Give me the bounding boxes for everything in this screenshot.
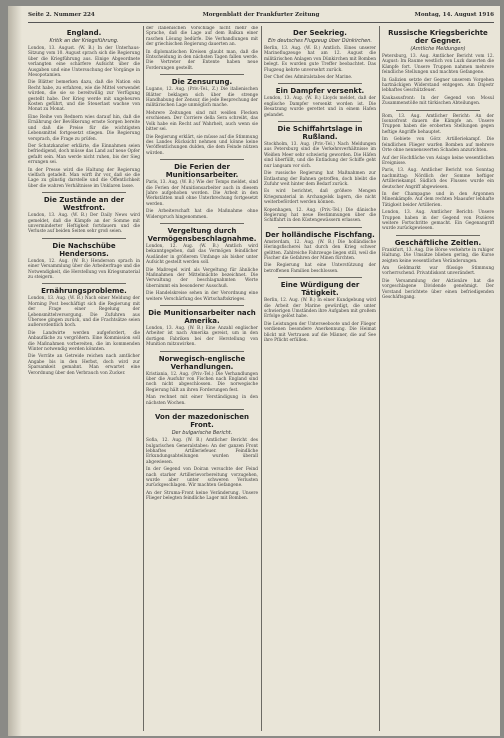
article-paragraph: In der Presse wird die Haltung der Regierung vielfach getadelt. Man wirft ihr vor, daß sie die Lage zu günstig darstelle und die Öffentlichkeit über die wahren Verhältnisse im Unklaren lasse. <box>28 167 140 189</box>
article-paragraph: London, 13. Aug. (W. B.) Der Daily News wird gemeldet, daß die Kämpfe an der Somme mit unverminderter Heftigkeit fortdauern und die Verluste auf beiden Seiten sehr groß seien. <box>28 213 140 235</box>
article-paragraph: Die Blätter bemerken dazu, daß die Nation ein Recht habe, zu erfahren, wie die Mittel verwendet würden, die sie so bereitwillig zur Verfügung gestellt habe. Der Krieg werde mit ungeheuren Kosten geführt, und die Steuerlast wachse von Monat zu Monat. <box>28 80 140 113</box>
section-divider <box>278 121 362 122</box>
article-paragraph: Paris, 13. Aug. Amtlicher Bericht von Sonntag nachmittag: Nördlich der Somme heftiger Artilleriekampf. Südlich des Flusses wurde ein deutscher Angriff abgewiesen. <box>382 168 494 190</box>
article-section <box>28 287 140 376</box>
article-section <box>146 413 258 501</box>
article-heading: Eine Würdigung der Tätigkeit. <box>280 281 360 298</box>
article-paragraph: Der Schatzkanzler erklärte, die Einnahmen seien befriedigend, doch müsse das Land auf neue Opfer gefaßt sein. Man werde nicht ruhen, bis der Sieg errungen sei. <box>28 143 140 166</box>
issue-date: Montag, 14. August 1916 <box>414 12 494 18</box>
article-paragraph: Die russische Regierung hat Maßnahmen zur Entlastung der Bahnen getroffen, doch bleibt die Zufuhr weit hinter dem Bedarf zurück. <box>264 171 376 187</box>
article-heading: Ernährungsprobleme. <box>41 287 127 296</box>
section-divider <box>396 235 480 236</box>
article-paragraph: In diplomatischen Kreisen glaubt man, daß die Entscheidung in den nächsten Tagen fallen werde. Die Vertreter der Entente haben neue Forderungen gestellt. <box>146 49 258 71</box>
article-section <box>28 242 140 281</box>
article-heading: Norwegisch-englische Verhandlungen. <box>158 354 246 371</box>
article-paragraph: Der Chef des Admiralstabes der Marine. <box>264 75 353 81</box>
article-heading: Der holländische Fischfang. <box>265 230 375 239</box>
article-heading: Vergeltung durch Vermögensbeschlagnahme. <box>147 226 257 243</box>
article-paragraph: Auf der Hochfläche von Asiago keine wesentlichen Ereignisse. <box>382 155 494 166</box>
article-heading: Die Schiffahrtslage in Rußland. <box>277 125 363 142</box>
article-heading: Der Seekrieg. <box>293 29 347 37</box>
column-rule <box>261 26 262 731</box>
article-section <box>264 231 376 274</box>
article-paragraph: Berlin, 13. Aug. (W. B.) Amtlich. Eines unserer Marineflugzeuge hat am 12. August die militärischen Anlagen von Dünkirchen mit Bomben belegt. Es wurden gute Treffer beobachtet. Das Flugzeug kehrte unversehrt zurück. <box>264 46 376 73</box>
article-subheading: Ein deutsches Flugzeug über Dünkirchen. <box>267 38 373 44</box>
section-divider <box>278 83 362 84</box>
article-section <box>382 29 494 107</box>
newspaper-page <box>8 6 500 736</box>
section-divider <box>396 110 480 111</box>
article-section <box>146 78 258 156</box>
article-paragraph: London, 13. Aug. Amtlicher Bericht: Unsere Truppen haben in der Gegend von Pozières weitere Fortschritte gemacht. Ein Gegenangriff wurde zurückgewiesen. <box>382 210 494 232</box>
article-paragraph: Sofia, 12. Aug. (W. B.) Amtlicher Bericht des bulgarischen Generalstabes: An der ganzen Front lebhaftes Artilleriefeuer. Feindliche Erkundungsabteilungen wurden überall abgewiesen. <box>146 438 258 465</box>
article-heading: Die Ferien der Munitionsarbeiter. <box>165 163 239 180</box>
article-paragraph: London, 13. Aug. (W. B.) Nach einer Meldung der Morning Post beschäftigt sich die Regierung mit der Frage einer Regelung der Lebensmittelversorgung. Die Zufuhren aus Übersee gingen zurück, und die Frachtsätze seien außerordentlich hoch. <box>28 296 140 329</box>
article-heading: Russische Kriegsberichte der Gegner. <box>388 29 488 45</box>
article-section <box>28 196 140 235</box>
article-paragraph: London, 13. August. (W. B.) In der Unterhaus-Sitzung vom 10. August sprach sich die Regierung über die Kriegführung aus. Einige Abgeordnete verlangten eine schärfere Aufsicht über die Ausgaben und eine Untersuchung der Vorgänge in Mesopotamien. <box>28 46 140 79</box>
section-divider <box>160 223 244 224</box>
article-section <box>382 114 494 232</box>
article-heading: Geschäftliche Zeitlen. <box>394 238 482 247</box>
article-paragraph: In der Champagne und in den Argonnen Minenkämpfe. Auf dem rechten Maasufer lebhafte Tätigkeit beider Artillerien. <box>382 191 494 208</box>
article-paragraph: Die Versammlung der Aktionäre hat die vorgeschlagene Dividende genehmigt. Der Vorstand berichtete über einen befriedigenden Geschäftsgang. <box>382 278 494 301</box>
article-paragraph: London, 13. Aug. (W. B.) Eine Anzahl englischer Arbeiter ist nach Amerika gereist, um in den dortigen Fabriken bei der Herstellung von Munition mitzuwirken. <box>146 326 258 348</box>
article-paragraph: Die Leistungen der Unterseeboote und der Flieger verdienen besondere Anerkennung. Die Heimat blickt mit Vertrauen auf die Männer, die auf See ihre Pflicht erfüllen. <box>264 321 376 344</box>
column-1 <box>28 26 140 731</box>
article-paragraph: Es wird berichtet, daß größere Mengen Kriegsmaterial in Archangelsk lagern, die nicht weiterbefördert werden können. <box>264 189 376 206</box>
article-paragraph: Die Regierung hat eine Unterstützung der betroffenen Familien beschlossen. <box>264 263 376 274</box>
article-paragraph: Man rechnet mit einer Verständigung in den nächsten Wochen. <box>146 395 258 406</box>
article-paragraph: Kristiania, 12. Aug. (Priv.-Tel.) Die Verhandlungen über die Ausfuhr von Fischen nach England sind noch nicht abgeschlossen. Die norwegische Regierung hält an ihren Forderungen fest. <box>146 371 258 393</box>
article-section <box>28 29 140 189</box>
column-4 <box>382 26 494 731</box>
article-paragraph: Stockholm, 13. Aug. (Priv.-Tel.) Nach Meldungen aus Petersburg sind die Verkehrsverhältnisse im Weißen Meer sehr schwierig geworden. Die Häfen sind überfüllt, und die Entladung der Schiffe geht nur langsam vor sich. <box>264 142 376 169</box>
article-section <box>264 125 376 224</box>
article-paragraph: Kopenhagen, 12. Aug. (Priv.-Tel.) Die dänische Regierung hat neue Bestimmungen über die Schiffahrt in den Küstengewässern erlassen. <box>264 207 376 224</box>
section-divider <box>42 192 126 193</box>
column-2 <box>146 26 258 731</box>
article-paragraph: Frankfurt, 13. Aug. Die Börse verkehrte in ruhiger Haltung. Die Umsätze blieben gering, die Kurse zeigten keine wesentlichen Veränderungen. <box>382 247 494 264</box>
column-rule <box>379 26 380 731</box>
article-section <box>264 87 376 118</box>
article-heading: Die Munitionsarbeiter nach Amerika. <box>148 309 256 326</box>
article-heading: Ein Dampfer versenkt. <box>275 87 365 96</box>
section-divider <box>160 409 244 410</box>
article-section <box>146 26 258 71</box>
article-heading: England. <box>66 29 102 37</box>
column-rule <box>143 26 144 731</box>
article-heading: Die Zensurung. <box>171 78 233 87</box>
article-paragraph: In der Gegend von Doiran versuchte der Feind nach starker Artillerievorbereitung vorzugehen, wurde aber unter schweren Verlusten zurückgeschlagen. Wir machten Gefangene. <box>146 467 258 489</box>
section-divider <box>160 74 244 75</box>
article-paragraph: Im Gebiete von Görz Artilleriekampf. Die feindlichen Flieger warfen Bomben auf mehrere Orte ohne nennenswerten Schaden anzurichten. <box>382 137 494 154</box>
article-paragraph: Die Maßregel wird als Vergeltung für ähnliche Maßnahmen der Mittelmächte bezeichnet. Die Verwaltung der beschlagnahmten Werte übernimmt ein besonderer Ausschuß. <box>146 267 258 289</box>
section-divider <box>42 238 126 239</box>
section-divider <box>160 351 244 352</box>
article-paragraph: Berlin, 12. Aug. (W. B.) In einer Kundgebung wird die Arbeit der Marine gewürdigt, die unter schwierigen Umständen ihre Aufgaben mit großem Erfolge gelöst habe. <box>264 298 376 320</box>
article-paragraph: Petersburg, 13. Aug. Amtlicher Bericht vom 12. August: Im Raume westlich von Luzk dauerten die Kämpfe fort. Unsere Truppen nahmen mehrere feindliche Stellungen und machten Gefangene. <box>382 54 494 76</box>
article-paragraph: Die Arbeiterschaft hat die Maßnahme ohne Widerspruch hingenommen. <box>146 209 258 220</box>
article-subheading: (Amtliche Meldungen) <box>410 46 466 52</box>
article-paragraph: Die Handelskreise sehen in der Verordnung eine weitere Verschärfung des Wirtschaftskrieges. <box>146 291 258 302</box>
article-paragraph: Amsterdam, 12. Aug. (W. B.) Die holländische Heringsfischerei hat durch den Krieg schwer gelitten. Zahlreiche Fahrzeuge liegen still, weil die Fischer die Gefahren der Minen fürchten. <box>264 239 376 261</box>
section-divider <box>160 159 244 160</box>
article-paragraph: Am Geldmarkt war flüssige Stimmung vorherrschend. Privatdiskont unverändert. <box>382 266 494 277</box>
article-paragraph: der italienischen Vorschläge nicht mehr die Sprache, daß die Lage auf dem Balkan einer raschen Lösung bedürfe. Die Verhandlungen mit der griechischen Regierung dauerten an. <box>146 26 258 48</box>
article-paragraph: An der Struma-Front keine Veränderung. Unsere Flieger belegten feindliche Lager mit Bomben. <box>146 490 258 502</box>
article-section <box>146 309 258 348</box>
article-paragraph: Kaukasusfront: In der Gegend von Mosul Zusammenstöße mit türkischen Abteilungen. <box>382 95 494 107</box>
article-subheading: Der bulgarische Bericht. <box>171 430 233 437</box>
article-paragraph: Die Regierung erklärt, sie müsse auf die Stimmung des Landes Rücksicht nehmen und könne keine Veröffentlichungen dulden, die dem Feinde nützen würden. <box>146 134 258 156</box>
section-divider <box>278 277 362 278</box>
column-3 <box>264 26 376 731</box>
article-paragraph: Rom, 13. Aug. Amtlicher Bericht: An der Isonzofront dauern die Kämpfe an. Unsere Truppen haben die eroberten Stellungen gegen heftige Angriffe behauptet. <box>382 113 494 135</box>
article-paragraph: London, 12. Aug. (W. B.) Henderson sprach in einer Versammlung über die Arbeiterfrage und die Notwendigkeit, die Herstellung von Kriegsmaterial zu steigern. <box>28 258 140 280</box>
article-section <box>146 163 258 220</box>
article-heading: Die Nachschübe Hendersons. <box>52 241 116 258</box>
article-section <box>146 355 258 406</box>
article-section <box>382 239 494 301</box>
article-section <box>264 29 376 80</box>
page-header <box>28 10 494 23</box>
article-paragraph: Paris, 13. Aug. (W. B.) Wie der Temps meldet, sind die Ferien der Munitionsarbeiter auch in diesem Jahre aufgehoben worden. Die Arbeit in den Werkstätten muß ohne Unterbrechung fortgesetzt werden. <box>146 180 258 207</box>
article-paragraph: Mehrere Zeitungen sind mit weißen Flecken erschienen. Der Corriere della Sera schreibt, das Volk habe ein Recht auf Wahrheit, auch wenn sie bitter sei. <box>146 110 258 133</box>
page-number: Seite 2. Nummer 224 <box>28 12 95 18</box>
article-subheading: Kritik an der Kriegsführung. <box>49 38 119 44</box>
section-divider <box>42 283 126 284</box>
article-heading: Die Zustände an der Westfront. <box>43 196 125 213</box>
section-divider <box>278 227 362 228</box>
newspaper-title: Morgenblatt der Frankfurter Zeitung <box>202 12 320 18</box>
article-paragraph: Die Vorräte an Getreide reichen nach amtlicher Angabe bis in den Herbst, doch wird zur Sparsamkeit gemahnt. Man erwartet eine Verordnung über den Verbrauch von Zucker. <box>28 354 140 376</box>
article-paragraph: Die Landwirte werden aufgefordert, die Anbaufläche zu vergrößern. Eine Kommission soll die Maßnahmen vorbereiten, die im kommenden Winter notwendig werden könnten. <box>28 330 140 353</box>
article-section <box>146 227 258 302</box>
article-paragraph: In Galizien setzte der Gegner unserem Vorgehen hartnäckigen Widerstand entgegen. Am Dnjestr lebhaftes Geschützfeuer. <box>382 77 494 94</box>
section-divider <box>160 305 244 306</box>
article-paragraph: London, 13. Aug. (W. B.) Lloyds meldet, daß der englische Dampfer versenkt worden ist. Die Besatzung wurde gerettet und in einem Hafen gelandet. <box>264 96 376 118</box>
page-binding-shadow <box>8 6 22 736</box>
article-heading: Von der mazedonischen Front. <box>155 413 249 430</box>
article-section <box>264 281 376 343</box>
article-paragraph: Lugano, 12. Aug. (Priv.-Tel., Z.) Die italienischen Blätter beklagen sich über die strenge Handhabung der Zensur, die jede Besprechung der militärischen Lage unmöglich mache. <box>146 87 258 109</box>
article-paragraph: Eine Reihe von Rednern wies darauf hin, daß die Ernährung der Bevölkerung ernste Sorgen bereite und daß die Preise für die wichtigsten Lebensmittel fortgesetzt stiegen. Die Regierung versprach, die Frage zu prüfen. <box>28 114 140 142</box>
article-paragraph: London, 12. Aug. (W. B.) Amtlich wird bekanntgegeben, daß das Vermögen feindlicher Ausländer in größerem Umfange als bisher unter Aufsicht gestellt werden soll. <box>146 243 258 266</box>
